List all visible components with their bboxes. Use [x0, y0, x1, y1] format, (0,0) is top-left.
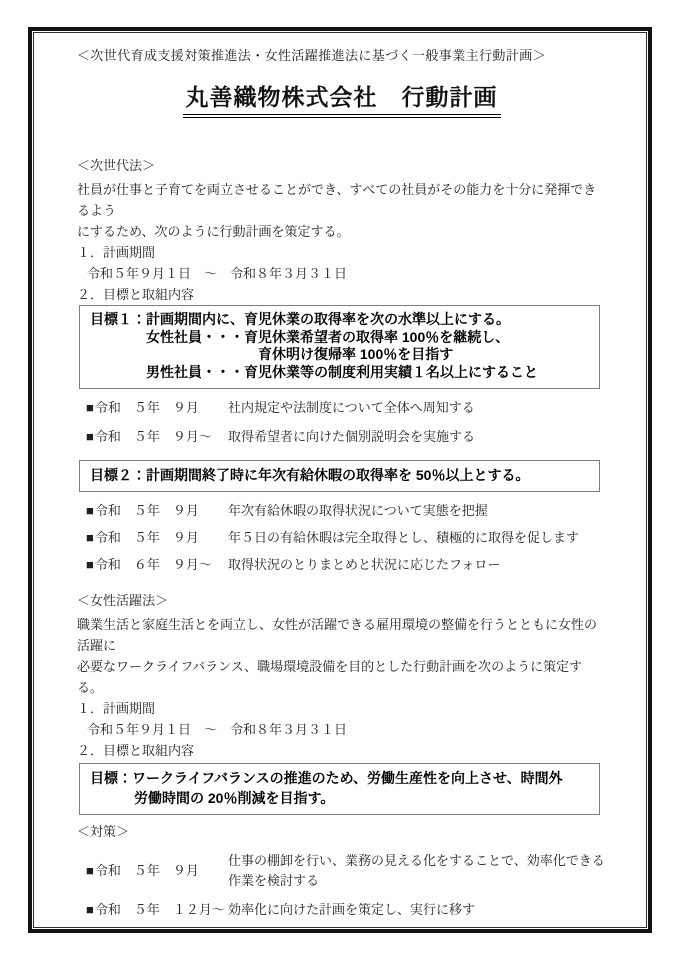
goal2-box [79, 460, 600, 492]
action-row [86, 398, 606, 418]
action-row [86, 427, 606, 447]
action-date-text: 令和 ５年 ９月 [94, 503, 199, 518]
square-bullet-icon: ■ [86, 400, 94, 415]
action-row [86, 555, 606, 575]
square-bullet-icon: ■ [86, 902, 94, 917]
square-bullet-icon: ■ [86, 863, 94, 878]
title-wrap [77, 84, 606, 118]
action-date-text: 令和 ５年 ９月 [94, 863, 199, 878]
jisedai-period-label: １．計画期間 [77, 245, 156, 260]
action-date [86, 900, 228, 920]
intro-line: 必要なワークライフバランス、職場環境設備を目的とした行動計画を次のように策定する。 [77, 659, 583, 695]
action-date-text: 令和 ５年 １２月～ [94, 902, 225, 917]
square-bullet-icon: ■ [86, 429, 94, 444]
action-text: 社内規定や法制度について全体へ周知する [228, 400, 475, 415]
page-border-inner-line [33, 32, 647, 928]
josei-goal-line: 労働時間の 20％削減を目指す。 [134, 790, 335, 806]
action-date [86, 528, 228, 548]
action-date-text: 令和 ５年 ９月～ [94, 429, 212, 444]
goal1-line: 男性社員・・・育児休業等の制度利用実績１名以上にすること [146, 363, 538, 380]
action-row [86, 501, 606, 521]
action-row [86, 900, 606, 920]
action-text: 年５日の有給休暇は完全取得とし、積極的に取得を促します [228, 530, 580, 545]
josei-intro [77, 614, 606, 698]
action-date [86, 501, 228, 521]
action-date [86, 398, 228, 418]
goal2-actions [77, 501, 606, 575]
page-border-frame [28, 27, 652, 933]
page-title: 丸善織物株式会社 行動計画 [183, 84, 501, 118]
action-row [86, 528, 606, 548]
action-date [86, 861, 228, 881]
section-heading-josei: ＜女性活躍法＞ [77, 593, 169, 608]
goal2-line: 目標２：計画期間終了時に年次有給休暇の取得率を 50％以上とする。 [90, 467, 530, 483]
square-bullet-icon: ■ [86, 503, 94, 518]
josei-content-label: ２．目標と取組内容 [77, 743, 195, 758]
action-date [86, 427, 228, 447]
measures-heading: ＜対策＞ [77, 824, 130, 839]
action-text: 年次有給休暇の取得状況について実態を把握 [228, 503, 488, 518]
jisedai-intro [77, 179, 606, 242]
goal1-line: 育休明け復帰率 100％を目指す [258, 346, 454, 362]
goal1-actions [77, 398, 606, 447]
josei-goal-line: 目標：ワークライフバランスの推進のため、労働生産性を向上させ、時間外 [90, 770, 563, 786]
action-date-text: 令和 ５年 ９月 [94, 530, 199, 545]
action-row [86, 851, 606, 891]
jisedai-period-value: 令和５年９月１日 ～ 令和８年３月３１日 [87, 266, 348, 281]
section-heading-jisedai: ＜次世代法＞ [77, 158, 156, 173]
action-text: 取得状況のとりまとめと状況に応じたフォロー [228, 557, 501, 572]
action-date-text: 令和 ６年 ９月～ [94, 557, 212, 572]
measure-actions [77, 851, 606, 920]
intro-line: 社員が仕事と子育てを両立させることができ、すべての社員がその能力を十分に発揮できるよう [77, 182, 597, 218]
josei-period-label: １．計画期間 [77, 701, 156, 716]
goal1-box [79, 305, 600, 389]
document-subtitle: ＜次世代育成支援対策推進法・女性活躍推進法に基づく一般事業主行動計画＞ [77, 48, 547, 63]
square-bullet-icon: ■ [86, 557, 94, 572]
action-text: 効率化に向けた計画を策定し、実行に移す [228, 902, 476, 917]
action-text: 仕事の棚卸を行い、業務の見える化をすることで、効率化できる作業を検討する [228, 853, 605, 888]
square-bullet-icon: ■ [86, 530, 94, 545]
goal1-line: 女性社員・・・育児休業希望者の取得率 100％を継続し、 [146, 328, 510, 345]
action-text: 取得希望者に向けた個別説明会を実施する [228, 429, 476, 444]
action-date-text: 令和 ５年 ９月 [94, 400, 199, 415]
intro-line: 職業生活と家庭生活とを両立し、女性が活躍できる雇用環境の整備を行うとともに女性の活躍に [77, 617, 598, 653]
action-date [86, 555, 228, 575]
josei-period-value: 令和５年９月１日 ～ 令和８年３月３１日 [87, 722, 348, 737]
jisedai-content-label: ２．目標と取組内容 [77, 287, 195, 302]
goal1-line: 目標１：計画期間内に、育児休業の取得率を次の水準以上にする。 [90, 311, 510, 327]
josei-goal-box [79, 763, 600, 815]
intro-line: にするため、次のように行動計画を策定する。 [77, 224, 350, 239]
